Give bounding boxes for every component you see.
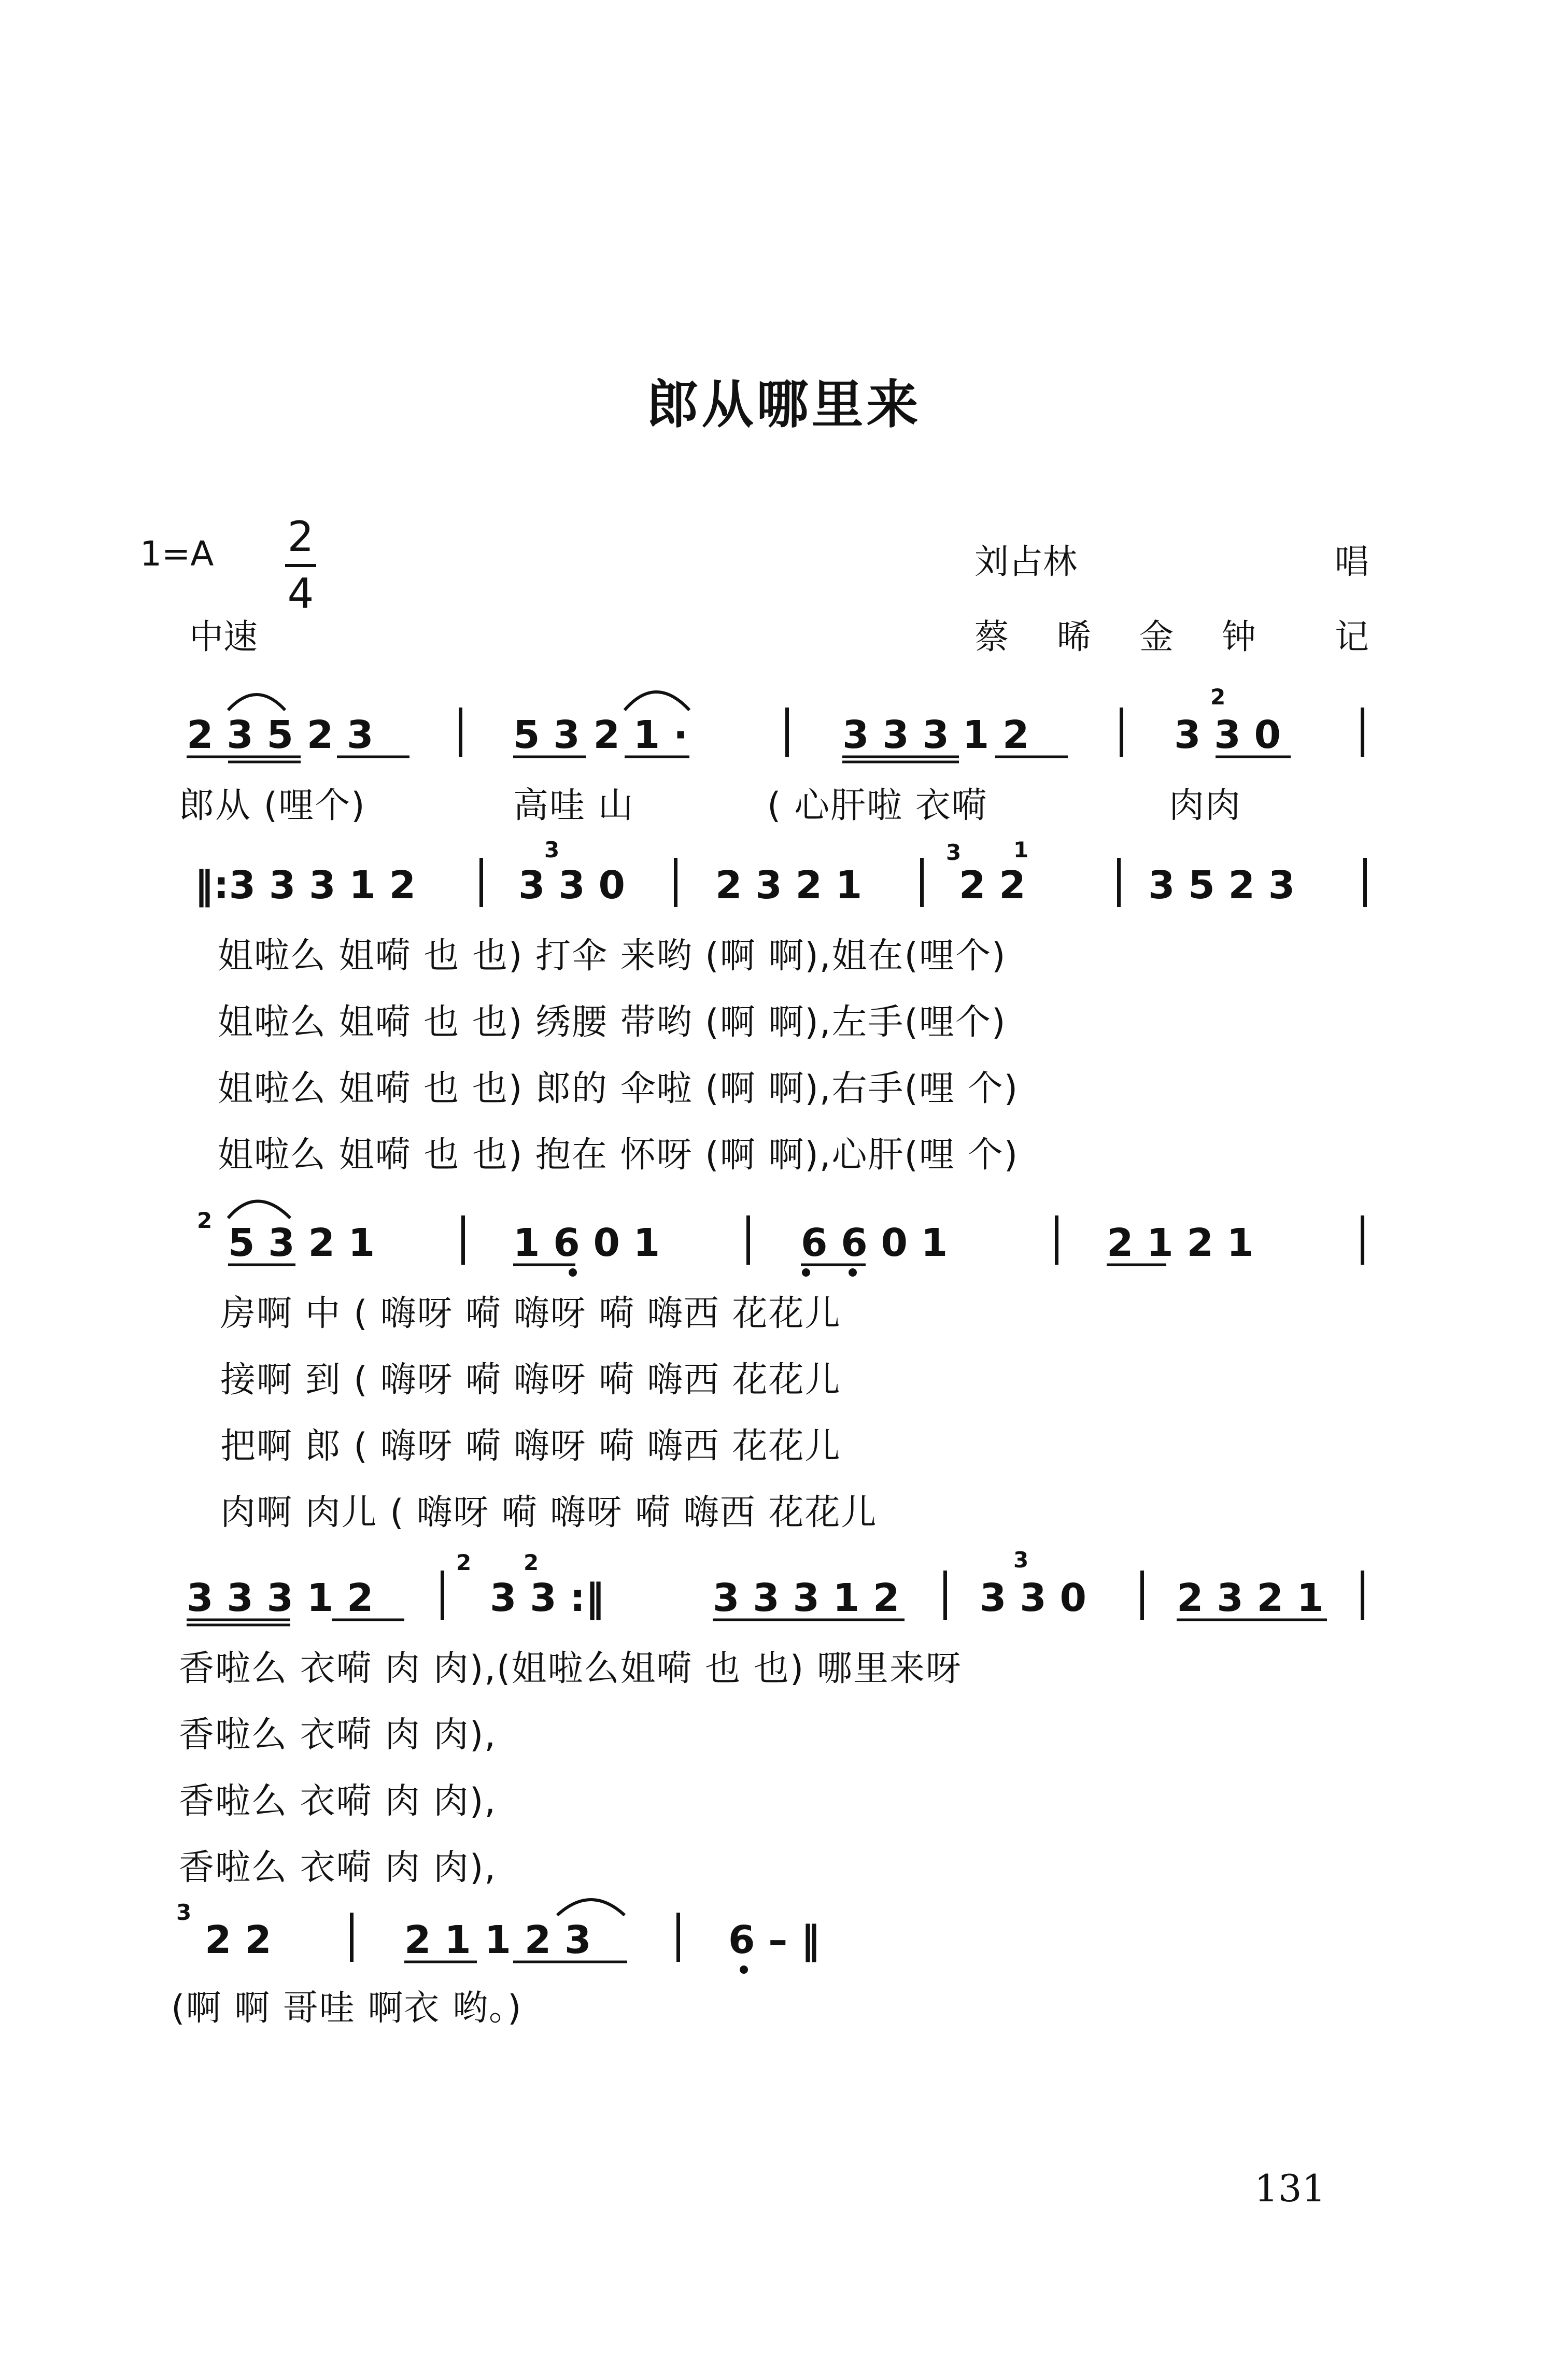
singer-role: 唱 (1335, 542, 1369, 582)
system3-lyric-verse2: 接啊 到 ( 嗨呀 嗬 嗨呀 嗬 嗨西 花花儿 (220, 1360, 841, 1401)
system1-measure2-notes: 5 3 2 1 · (513, 713, 688, 757)
system2-measure5-notes: 3 5 2 3 (1148, 863, 1295, 908)
system2-lyric-verse2: 姐啦么 姐嗬 也 也) 绣腰 带哟 (啊 啊),左手(哩个) (218, 1002, 1007, 1043)
recorder-role: 记 (1335, 617, 1369, 657)
system4-lyric-verse4: 香啦么 衣嗬 肉 肉), (179, 1847, 497, 1888)
recorder-name: 蔡 晞 金 钟 (974, 617, 1275, 657)
system4-measure4-notes: 3 3 0 (980, 1576, 1086, 1620)
system5-measure3-notes: 6 – ‖ (728, 1918, 821, 1962)
time-signature-top: 2 (287, 513, 314, 561)
system4-grace-mark-2: 2 (524, 1550, 539, 1575)
system4-grace-mark-3: 3 (1013, 1547, 1029, 1573)
system1-measure3-notes: 3 3 3 1 2 (842, 713, 1029, 757)
system1-measure1-notes: 2 3 5 2 3 (187, 713, 374, 757)
low-octave-dot-3 (849, 1268, 857, 1277)
page-number: 131 (1254, 2167, 1326, 2210)
system3-lyric-verse3: 把啊 郎 ( 嗨呀 嗬 嗨呀 嗬 嗨西 花花儿 (220, 1426, 841, 1467)
system1-grace-mark: 2 (1210, 684, 1226, 710)
time-signature-bottom: 4 (287, 570, 314, 618)
system5-measure1-notes: 2 2 (205, 1918, 272, 1962)
low-octave-dot-2 (802, 1268, 810, 1277)
system2-measure3-notes: 2 3 2 1 (715, 863, 863, 908)
system1-lyric-3: ( 心肝啦 衣嗬 (767, 785, 988, 826)
low-octave-dot-1 (569, 1268, 577, 1277)
system2-grace-mark-2: 3 (946, 840, 962, 865)
low-octave-dot-4 (740, 1965, 748, 1974)
tempo-marking: 中速 (189, 617, 258, 657)
system4-measure3-notes: 3 3 3 1 2 (713, 1576, 900, 1620)
system4-measure2-notes: 3 3 :‖ (490, 1576, 605, 1620)
system1-lyric-4: 肉肉 (1169, 785, 1242, 826)
system5-measure2-notes: 2 1 1 2 3 (404, 1918, 591, 1962)
system2-lyric-verse3: 姐啦么 姐嗬 也 也) 郎的 伞啦 (啊 啊),右手(哩 个) (218, 1068, 1019, 1109)
system2-lyric-verse1: 姐啦么 姐嗬 也 也) 打伞 来哟 (啊 啊),姐在(哩个) (218, 936, 1007, 977)
singer-name: 刘占林 (974, 542, 1077, 582)
system1-measure4-notes: 3 3 0 (1174, 713, 1281, 757)
system4-measure5-notes: 2 3 2 1 (1177, 1576, 1324, 1620)
system3-measure3-notes: 6 6 0 1 (801, 1221, 948, 1265)
system4-lyric-verse1: 香啦么 衣嗬 肉 肉),(姐啦么姐嗬 也 也) 哪里来呀 (179, 1648, 962, 1689)
system2-measure2-notes: 3 3 0 (518, 863, 625, 908)
system2-measure1-notes: ‖:3 3 3 1 2 (194, 863, 416, 908)
system5-grace-mark-1: 3 (176, 1900, 192, 1925)
system1-lyric-1: 郎从 (哩个) (179, 785, 366, 826)
system5-lyric: (啊 啊 哥哇 啊衣 哟。) (171, 1988, 522, 2029)
slur-4 (557, 1900, 625, 1915)
system3-lyric-verse1: 房啊 中 ( 嗨呀 嗬 嗨呀 嗬 嗨西 花花儿 (220, 1293, 841, 1334)
system2-lyric-verse4: 姐啦么 姐嗬 也 也) 抱在 怀呀 (啊 啊),心肝(哩 个) (218, 1135, 1019, 1176)
slur-1 (228, 695, 285, 710)
system4-measure1-notes: 3 3 3 1 2 (187, 1576, 374, 1620)
system4-lyric-verse3: 香啦么 衣嗬 肉 肉), (179, 1781, 497, 1822)
system3-measure1-notes: 5 3 2 1 (228, 1221, 375, 1265)
system3-lyric-verse4: 肉啊 肉儿 ( 嗨呀 嗬 嗨呀 嗬 嗨西 花花儿 (220, 1492, 878, 1533)
slur-3 (228, 1201, 290, 1219)
system4-lyric-verse2: 香啦么 衣嗬 肉 肉), (179, 1715, 497, 1756)
page-title: 郎从哪里来 (646, 374, 922, 435)
slur-2 (625, 692, 689, 710)
key-signature: 1=A (140, 534, 214, 574)
system2-measure4-notes: 2 2 (959, 863, 1026, 908)
system3-grace-mark: 2 (197, 1208, 213, 1233)
system3-measure2-notes: 1 6 0 1 (513, 1221, 660, 1265)
system3-measure4-notes: 2 1 2 1 (1107, 1221, 1254, 1265)
system2-grace-mark-3: 1 (1013, 837, 1029, 862)
system2-grace-mark-1: 3 (544, 837, 560, 862)
system1-lyric-2: 高哇 山 (513, 785, 634, 826)
system4-grace-mark-1: 2 (456, 1550, 472, 1575)
